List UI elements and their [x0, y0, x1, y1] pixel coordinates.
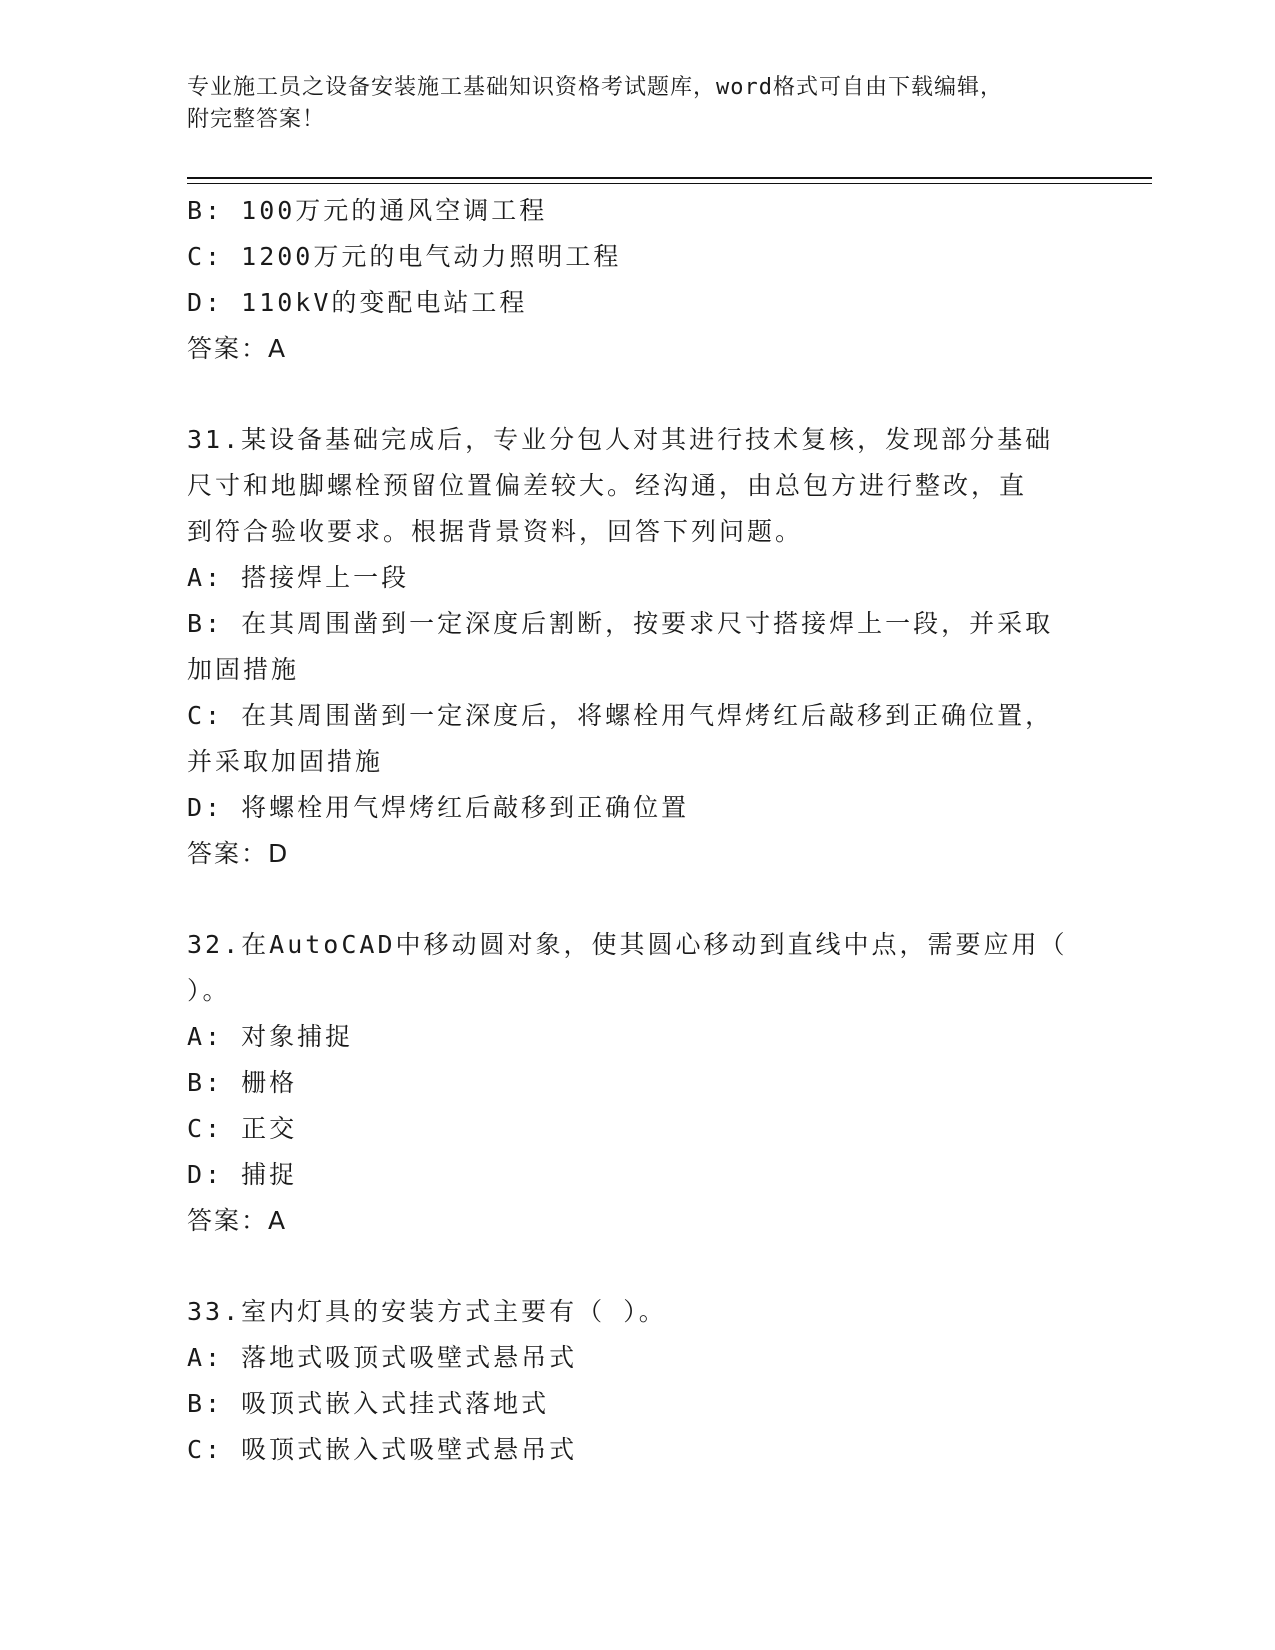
option-c: C: 1200万元的电气动力照明工程 — [187, 242, 622, 271]
spacer — [187, 372, 1087, 417]
header-title-line-1: 专业施工员之设备安装施工基础知识资格考试题库，word格式可自由下载编辑， — [187, 75, 1003, 100]
question-31 — [187, 417, 1087, 877]
header-divider-thick — [187, 177, 1152, 179]
option-d: D: 将螺栓用气焊烤红后敲移到正确位置 — [187, 793, 690, 822]
question-32 — [187, 922, 1087, 1244]
question-stem-line: ）。 — [187, 976, 231, 1005]
option-b: B: 吸顶式嵌入式挂式落地式 — [187, 1389, 550, 1418]
option-b-line-2: 加固措施 — [187, 655, 300, 684]
option-a: A: 对象捕捉 — [187, 1022, 354, 1051]
question-33 — [187, 1289, 1087, 1473]
question-30 — [187, 188, 1087, 372]
option-d: D: 110kV的变配电站工程 — [187, 288, 528, 317]
answer: 答案：A — [187, 334, 288, 363]
question-stem: 33.室内灯具的安装方式主要有（ ）。 — [187, 1297, 667, 1326]
question-list — [187, 188, 1087, 1473]
spacer — [187, 877, 1087, 922]
question-stem-line: 尺寸和地脚螺栓预留位置偏差较大。经沟通，由总包方进行整改，直 — [187, 471, 1028, 500]
question-stem-line: 32.在AutoCAD中移动圆对象，使其圆心移动到直线中点，需要应用（ — [187, 930, 1068, 959]
option-a: A: 搭接焊上一段 — [187, 563, 410, 592]
option-c-line-2: 并采取加固措施 — [187, 747, 384, 776]
option-c: C: 正交 — [187, 1114, 298, 1143]
question-stem-line: 到符合验收要求。根据背景资料，回答下列问题。 — [187, 517, 804, 546]
option-b: B: 栅格 — [187, 1068, 298, 1097]
option-b: B: 100万元的通风空调工程 — [187, 196, 548, 225]
answer: 答案：D — [187, 839, 290, 868]
answer: 答案：A — [187, 1206, 288, 1235]
option-b-line-1: B: 在其周围凿到一定深度后割断，按要求尺寸搭接焊上一段，并采取 — [187, 609, 1054, 638]
spacer — [187, 1244, 1087, 1289]
header-title-line-2: 附完整答案！ — [187, 107, 326, 132]
question-stem-line: 31.某设备基础完成后，专业分包人对其进行技术复核，发现部分基础 — [187, 425, 1054, 454]
document-header — [187, 72, 1087, 136]
option-c: C: 吸顶式嵌入式吸壁式悬吊式 — [187, 1435, 578, 1464]
option-c-line-1: C: 在其周围凿到一定深度后，将螺栓用气焊烤红后敲移到正确位置， — [187, 701, 1054, 730]
option-a: A: 落地式吸顶式吸壁式悬吊式 — [187, 1343, 578, 1372]
header-divider-thin — [187, 183, 1152, 184]
option-d: D: 捕捉 — [187, 1160, 298, 1189]
